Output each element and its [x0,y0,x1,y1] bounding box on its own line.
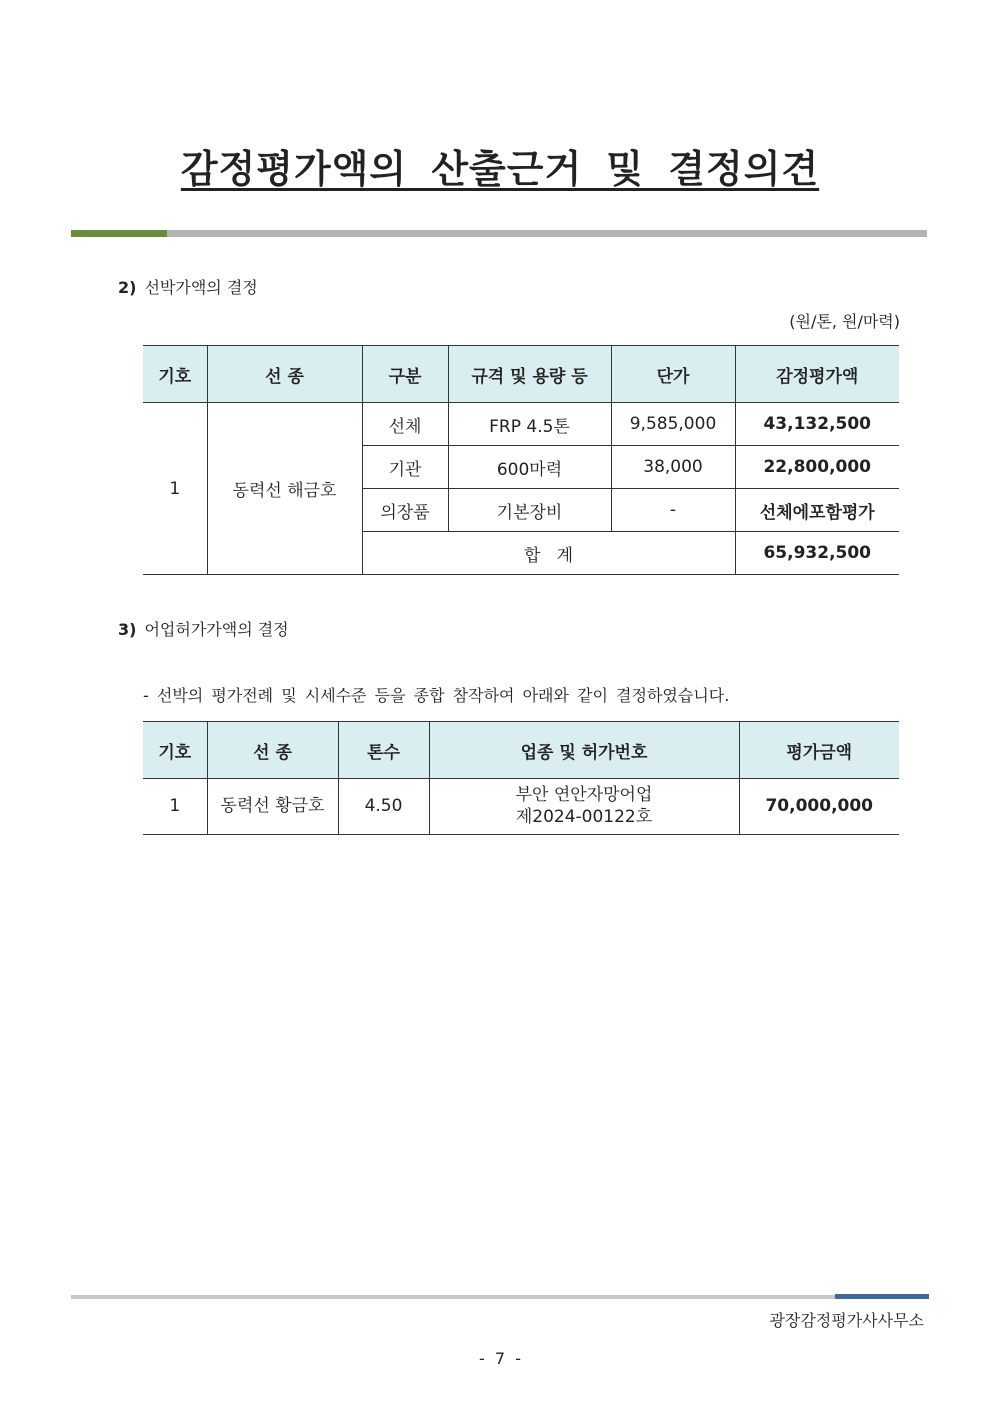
col-header-category: 구분 [362,346,448,403]
section-2-title: 선박가액의 결정 [144,278,258,297]
cell-ship-type: 동력선 해금호 [207,403,362,575]
page-number: - 7 - [478,1349,522,1368]
cell-category: 의장품 [362,489,448,532]
cell-total-label: 합 계 [362,532,735,575]
section-2-number: 2) [118,278,137,297]
table-header-row [143,722,899,779]
col-header-amount: 감정평가액 [735,346,899,403]
decision-note: - 선박의 평가전례 및 시세수준 등을 종합 참작하여 아래와 같이 결정하였습니다. [143,686,730,705]
table-row [143,403,899,446]
cell-total-amount: 65,932,500 [735,532,899,575]
col-header-spec: 규격 및 용량 등 [448,346,611,403]
top-divider [71,230,927,237]
cell-tonnage: 4.50 [338,779,429,835]
col-header-symbol: 기호 [143,346,207,403]
col-header-unit-price: 단가 [611,346,735,403]
table-row [143,779,899,835]
license-number: 제2024-00122호 [515,806,653,827]
cell-symbol: 1 [143,403,207,575]
col-header-symbol: 기호 [143,722,207,779]
cell-amount: 22,800,000 [735,446,899,489]
col-header-ship-type: 선 종 [207,722,338,779]
cell-symbol: 1 [143,779,207,835]
col-header-license: 업종 및 허가번호 [429,722,739,779]
ship-value-table [143,345,899,575]
cell-spec: FRP 4.5톤 [448,403,611,446]
bottom-divider-accent [835,1294,929,1299]
cell-unit-price: 9,585,000 [611,403,735,446]
cell-amount: 70,000,000 [739,779,899,835]
license-value-table [143,721,899,835]
office-name: 광장감정평가사사무소 [769,1311,924,1330]
col-header-tonnage: 톤수 [338,722,429,779]
cell-unit-price: - [611,489,735,532]
section-3-title: 어업허가가액의 결정 [144,620,289,639]
table-header-row [143,346,899,403]
section-2-heading [118,275,258,298]
cell-amount: 선체에포함평가 [735,489,899,532]
cell-spec: 기본장비 [448,489,611,532]
col-header-ship-type: 선 종 [207,346,362,403]
bottom-divider [71,1295,929,1299]
cell-category: 선체 [362,403,448,446]
top-divider-accent [71,230,167,237]
license-type: 부안 연안자망어업 [515,785,653,806]
cell-unit-price: 38,000 [611,446,735,489]
section-3-heading [118,617,289,640]
unit-note: (원/톤, 원/마력) [789,312,900,331]
cell-amount: 43,132,500 [735,403,899,446]
cell-spec: 600마력 [448,446,611,489]
cell-license [429,779,739,835]
cell-category: 기관 [362,446,448,489]
col-header-amount: 평가금액 [739,722,899,779]
section-3-number: 3) [118,620,137,639]
cell-ship-type: 동력선 황금호 [207,779,338,835]
page-title: 감정평가액의 산출근거 및 결정의견 [180,147,820,191]
